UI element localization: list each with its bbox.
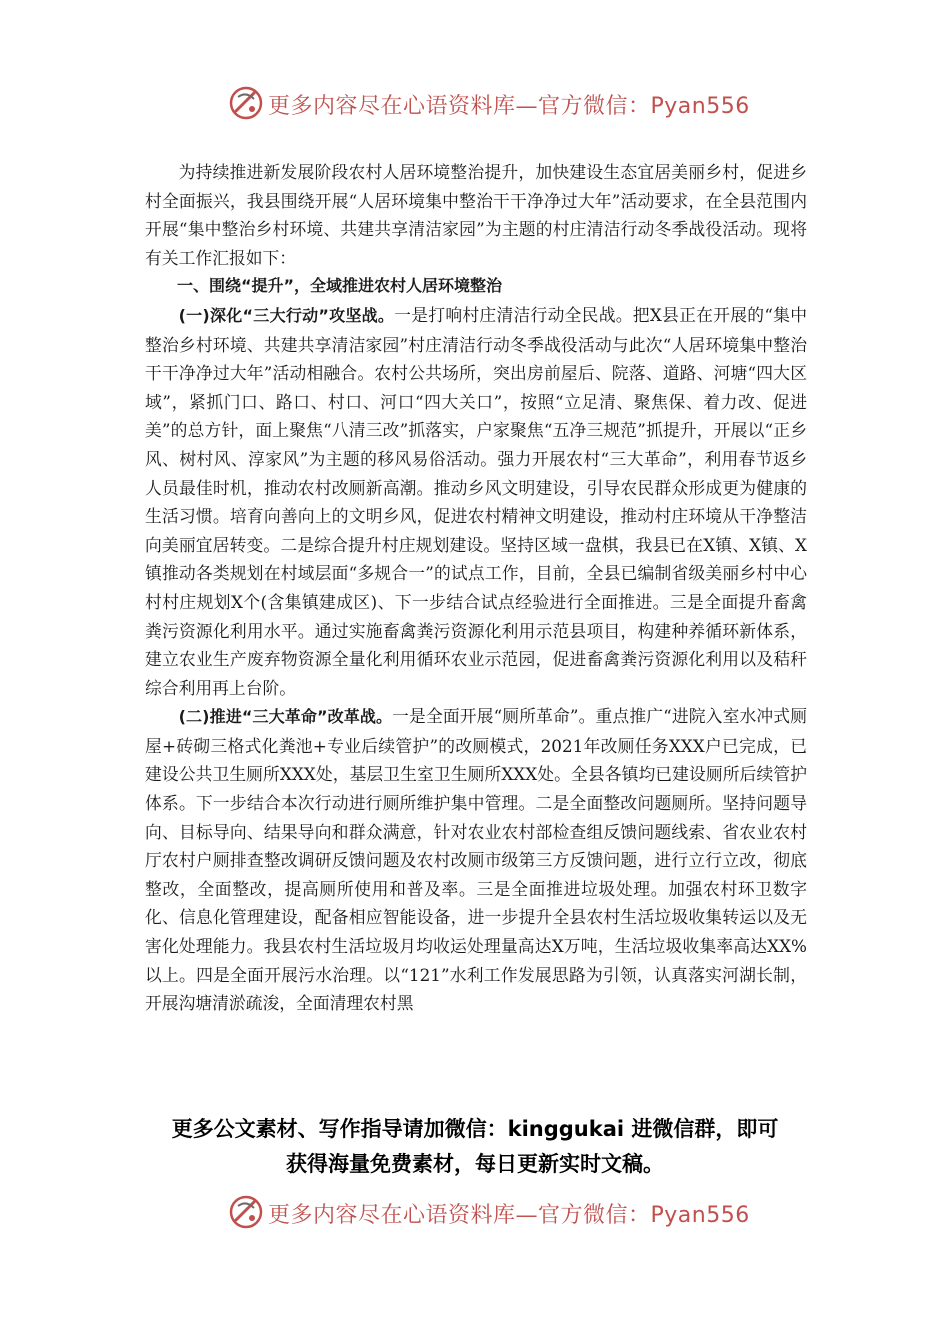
heading-1: 一、围绕“提升”，全域推进农村人居环境整治	[177, 276, 503, 296]
header-banner	[0, 83, 950, 123]
footer-banner	[0, 1192, 950, 1232]
promo-line-1: 更多公文素材、写作指导请加微信：kinggukai 进微信群，即可	[171, 1117, 779, 1141]
library-logo-icon	[228, 1194, 264, 1230]
header-banner-text: 更多内容尽在心语资料库—官方微信：Pyan556	[268, 94, 750, 119]
promo-line-2: 获得海量免费素材，每日更新实时文稿。	[286, 1152, 664, 1176]
header-wechat-id: Pyan556	[650, 94, 750, 119]
promo-notice	[100, 1112, 850, 1182]
section-1-title: (一)深化“三大行动”攻坚战。	[178, 305, 395, 325]
section-1-text: 一是打响村庄清洁行动全民战。把X县正在开展的“集中整治乡村环境、共建共享清洁家园”村庄清洁行动冬季战役活动与此次“人居环境集中整治干干净净过大年”活动相融合。农村公共场所，突出房前屋后、院落、道路、河塘“四大区域”，紧抓门口、路口、村口、河口“四大关口”，按照“立足清、聚焦保、着力改、促进美”的总方针，面上聚焦“八清三改”抓落实，户家聚焦“五净三规范”抓提升，开展以“正乡风、树村风、淳家风”为主题的移风易俗活动。强力开展农村“三大革命”，利用春节返乡人员最佳时机，推动农村改厕新高潮。推动乡风文明建设，引导农民群众形成更为健康的生活习惯。培育向善向上的文明乡风，促进农村精神文明建设，推动村庄环境从干净整洁向美丽宜居转变。二是综合提升村庄规划建设。坚持区域一盘棋，我县已在X镇、X镇、X镇推动各类规划在村域层面“多规合一”的试点工作，目前，全县已编制省级美丽乡村中心村村庄规划X个(含集镇建成区)、下一步结合试点经验进行全面推进。三是全面提升畜禽粪污资源化利用水平。通过实施畜禽粪污资源化利用示范县项目，构建种养循环新体系，建立农业生产废弃物资源全量化利用循环农业示范园，促进畜禽粪污资源化利用以及秸秆综合利用再上台阶。	[145, 304, 807, 698]
section-1-paragraph	[145, 301, 807, 702]
footer-wechat-id: Pyan556	[650, 1203, 750, 1228]
section-2-title: (二)推进“三大革命”改革战。	[178, 707, 393, 727]
section-2-paragraph	[145, 702, 807, 1018]
footer-banner-text: 更多内容尽在心语资料库—官方微信：Pyan556	[268, 1203, 750, 1228]
section-2-text: 一是全面开展“厕所革命”。重点推广“进院入室水冲式厕屋+砖砌三格式化粪池+专业后续管护”的改厕模式，2021年改厕任务XXX户已完成，已建设公共卫生厕所XXX处，基层卫生室卫生厕所XXX处。全县各镇均已建设厕所后续管护体系。下一步结合本次行动进行厕所维护集中管理。二是全面整改问题厕所。坚持问题导向、目标导向、结果导向和群众满意，针对农业农村部检查组反馈问题线索、省农业农村厅农村户厕排查整改调研反馈问题及农村改厕市级第三方反馈问题，进行立行立改，彻底整改，全面整改，提高厕所使用和普及率。三是全面推进垃圾处理。加强农村环卫数字化、信息化管理建设，配备相应智能设备，进一步提升全县农村生活垃圾收集转运以及无害化处理能力。我县农村生活垃圾月均收运处理量高达X万吨，生活垃圾收集率高达XX%以上。四是全面开展污水治理。以“121”水利工作发展思路为引领，认真落实河湖长制，开展沟塘清淤疏浚，全面清理农村黑	[145, 706, 807, 1014]
intro-paragraph: 为持续推进新发展阶段农村人居环境整治提升，加快建设生态宜居美丽乡村，促进乡村全面振兴，我县围绕开展“人居环境集中整治干干净净过大年”活动要求，在全县范围内开展“集中整治乡村环境、共建共享清洁家园”为主题的村庄清洁行动冬季战役活动。现将有关工作汇报如下：	[145, 162, 807, 268]
document-body	[145, 158, 807, 1018]
library-logo-icon	[228, 85, 264, 121]
